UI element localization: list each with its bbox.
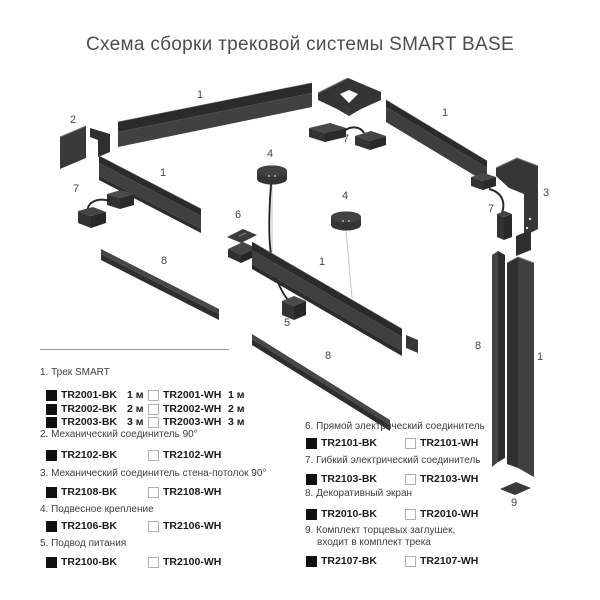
product-code: TR2003-BK <box>61 416 118 428</box>
black-variant-swatch <box>46 487 57 498</box>
legend-item-1-title: 1. Трек SMART <box>40 367 110 378</box>
white-variant-swatch <box>148 390 159 401</box>
product-code: TR2002-BK <box>61 403 118 415</box>
white-variant-swatch <box>405 438 416 449</box>
white-variant-swatch <box>148 487 159 498</box>
product-code: TR2106-BK <box>61 520 118 532</box>
product-code: TR2010-WH <box>420 508 479 520</box>
callout-screen-left: 8 <box>160 255 168 267</box>
product-code: TR2100-BK <box>61 556 118 568</box>
white-variant-swatch <box>405 474 416 485</box>
black-variant-swatch <box>306 556 317 567</box>
product-code: TR2102-WH <box>163 449 222 461</box>
legend-item-3-title: 3. Механический соединитель стена-потолок 90° <box>40 468 267 479</box>
legend-item-5-title: 5. Подвод питания <box>40 538 127 549</box>
product-code: TR2002-WH <box>163 403 222 415</box>
black-variant-swatch <box>46 521 57 532</box>
length-note: 1 м <box>127 389 144 401</box>
callout-track-top-right: 1 <box>441 107 449 119</box>
callout-flex-connector-left: 7 <box>72 183 80 195</box>
product-code: TR2101-BK <box>321 437 378 449</box>
black-variant-swatch <box>46 404 57 415</box>
callout-straight-connector: 6 <box>234 209 242 221</box>
product-code: TR2108-BK <box>61 486 118 498</box>
callout-corner-left: 2 <box>69 114 77 126</box>
black-variant-swatch <box>306 438 317 449</box>
length-note: 2 м <box>228 403 245 415</box>
length-note: 2 м <box>127 403 144 415</box>
product-code: TR2103-BK <box>321 473 378 485</box>
product-code: TR2107-WH <box>420 555 479 567</box>
callout-canopy-center: 4 <box>266 148 274 160</box>
callout-screen-right: 8 <box>474 340 482 352</box>
product-code: TR2010-BK <box>321 508 378 520</box>
white-variant-swatch <box>148 450 159 461</box>
black-variant-swatch <box>46 417 57 428</box>
legend-divider <box>40 349 229 350</box>
white-variant-swatch <box>148 417 159 428</box>
legend-item-9-title: 9. Комплект торцевых заглушек, <box>305 525 456 536</box>
length-note: 3 м <box>228 416 245 428</box>
white-variant-swatch <box>148 557 159 568</box>
product-code: TR2106-WH <box>163 520 222 532</box>
page-title: Схема сборки трековой системы SMART BASE <box>86 34 514 55</box>
black-variant-swatch <box>306 509 317 520</box>
product-code: TR2107-BK <box>321 555 378 567</box>
product-code: TR2108-WH <box>163 486 222 498</box>
legend-item-8-title: 8. Декоративный экран <box>305 488 413 499</box>
callout-track-top-left: 1 <box>196 89 204 101</box>
legend-item-9-title-line2: входит в комплект трека <box>317 537 431 548</box>
black-variant-swatch <box>46 557 57 568</box>
callout-track-left-front: 1 <box>159 167 167 179</box>
product-code: TR2103-WH <box>420 473 479 485</box>
white-variant-swatch <box>148 404 159 415</box>
black-variant-swatch <box>306 474 317 485</box>
callout-track-right-vertical: 1 <box>536 351 544 363</box>
product-code: TR2001-WH <box>163 389 222 401</box>
callout-flex-connector-top: 7 <box>342 133 350 145</box>
callout-end-caps: 9 <box>510 497 518 509</box>
callout-canopy-right: 4 <box>341 190 349 202</box>
length-note: 1 м <box>228 389 245 401</box>
callout-wall-ceiling-connector: 3 <box>542 187 550 199</box>
white-variant-swatch <box>148 521 159 532</box>
product-code: TR2001-BK <box>61 389 118 401</box>
callout-track-center: 1 <box>318 256 326 268</box>
legend-item-4-title: 4. Подвесное крепление <box>40 504 154 515</box>
legend-item-6-title: 6. Прямой электрический соединитель <box>305 421 485 432</box>
callout-flex-connector-right: 7 <box>487 203 495 215</box>
callout-screen-bottom: 8 <box>324 350 332 362</box>
length-note: 3 м <box>127 416 144 428</box>
product-code: TR2003-WH <box>163 416 222 428</box>
white-variant-swatch <box>405 556 416 567</box>
legend-item-7-title: 7. Гибкий электрический соединитель <box>305 455 481 466</box>
callout-corner-top: 2 <box>343 105 351 117</box>
black-variant-swatch <box>46 390 57 401</box>
product-code: TR2101-WH <box>420 437 479 449</box>
product-code: TR2102-BK <box>61 449 118 461</box>
white-variant-swatch <box>405 509 416 520</box>
callout-power-feed: 5 <box>283 317 291 329</box>
black-variant-swatch <box>46 450 57 461</box>
product-code: TR2100-WH <box>163 556 222 568</box>
legend-item-2-title: 2. Механический соединитель 90° <box>40 429 198 440</box>
